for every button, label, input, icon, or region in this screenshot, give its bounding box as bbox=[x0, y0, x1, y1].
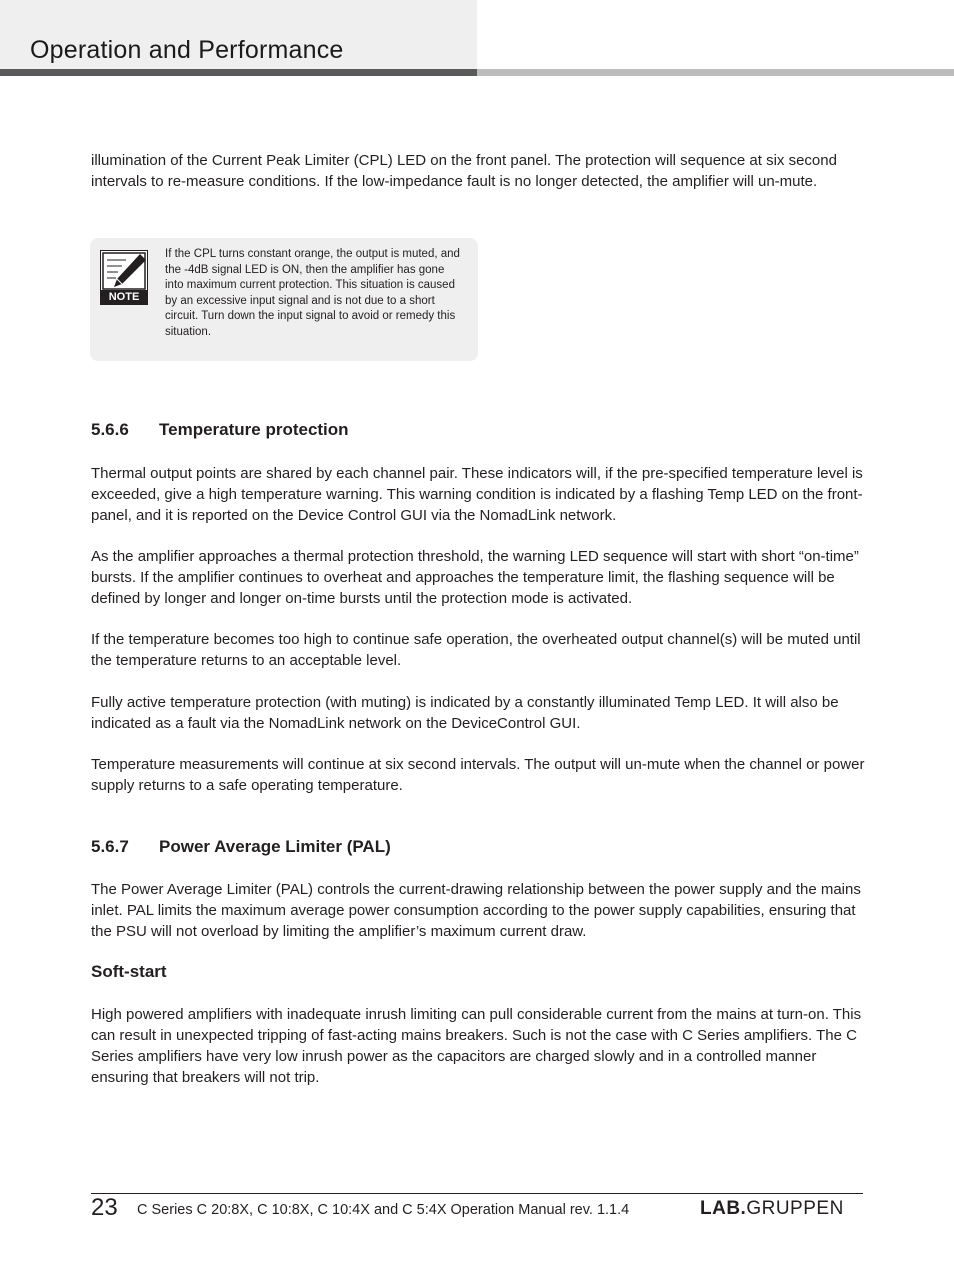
section-heading-5-6-6 bbox=[91, 420, 349, 440]
temperature-paragraph-4: Fully active temperature protection (with muting) is indicated by a constantly illuminated Temp LED. It will also be indicated as a fault via the NomadLink network on the DeviceControl GUI. bbox=[91, 694, 839, 732]
softstart-paragraph: High powered amplifiers with inadequate inrush limiting can pull considerable current from the mains at turn-on. This can result in unexpected tripping of fast-acting mains breakers. Such is not the case with C Series amplifiers. The C Series amplifiers have very low inrush power as the capacitors are charged slowly and in a controlled manner ensuring that breakers will not trip. bbox=[91, 1006, 862, 1086]
temperature-paragraph-3: If the temperature becomes too high to continue safe operation, the overheated output channel(s) will be muted until the temperature returns to an acceptable level. bbox=[91, 631, 861, 669]
temperature-paragraph-1: Thermal output points are shared by each channel pair. These indicators will, if the pre-specified temperature level is exceeded, give a high temperature warning. This warning condition is indicated by a flashing Temp LED on the front-panel, and it is reported on the Device Control GUI via the NomadLink network. bbox=[91, 465, 863, 524]
note-text: If the CPL turns constant orange, the output is muted, and the -4dB signal LED is ON, then the amplifier has gone into maximum current protection. This situation is caused by an excessive input signal and is not due to a short circuit. Turn down the input signal to avoid or remedy this situation. bbox=[165, 248, 460, 338]
section-heading-5-6-7 bbox=[91, 837, 391, 857]
brand-logo bbox=[700, 1198, 844, 1220]
section-title: Power Average Limiter (PAL) bbox=[159, 837, 391, 856]
page-title: Operation and Performance bbox=[30, 36, 344, 64]
section-title: Temperature protection bbox=[159, 420, 349, 439]
softstart-heading: Soft-start bbox=[91, 962, 167, 981]
section-number: 5.6.7 bbox=[91, 837, 129, 856]
footer-rule bbox=[91, 1193, 863, 1194]
brand-logo-rest: GRUPPEN bbox=[746, 1198, 844, 1219]
brand-logo-bold: LAB. bbox=[700, 1198, 747, 1219]
page-number: 23 bbox=[91, 1194, 118, 1221]
temperature-paragraph-2: As the amplifier approaches a thermal protection threshold, the warning LED sequence will start with short “on-time” bursts. If the amplifier continues to overheat and approaches the temperature limit, the flashing sequence will be defined by longer and longer on-time bursts until the protection mode is activated. bbox=[91, 548, 859, 607]
note-icon-label: NOTE bbox=[108, 291, 140, 303]
pal-paragraph: The Power Average Limiter (PAL) controls the current-drawing relationship between the power supply and the mains inlet. PAL limits the maximum average power consumption according to the power supply capabilities, ensuring that the PSU will not overload by limiting the amplifier’s maximum current draw. bbox=[91, 881, 861, 940]
temperature-paragraph-5: Temperature measurements will continue at six second intervals. The output will un-mute when the channel or power supply returns to a safe operating temperature. bbox=[91, 756, 865, 794]
header-rule-light bbox=[477, 69, 954, 76]
header-rule-dark bbox=[0, 69, 477, 76]
section-number: 5.6.6 bbox=[91, 420, 129, 439]
intro-paragraph: illumination of the Current Peak Limiter (CPL) LED on the front panel. The protection will sequence at six second intervals to re-measure conditions. If the low-impedance fault is no longer detected, the amplifier will un-mute. bbox=[91, 152, 837, 190]
document-title: C Series C 20:8X, C 10:8X, C 10:4X and C 5:4X Operation Manual rev. 1.1.4 bbox=[137, 1202, 630, 1218]
